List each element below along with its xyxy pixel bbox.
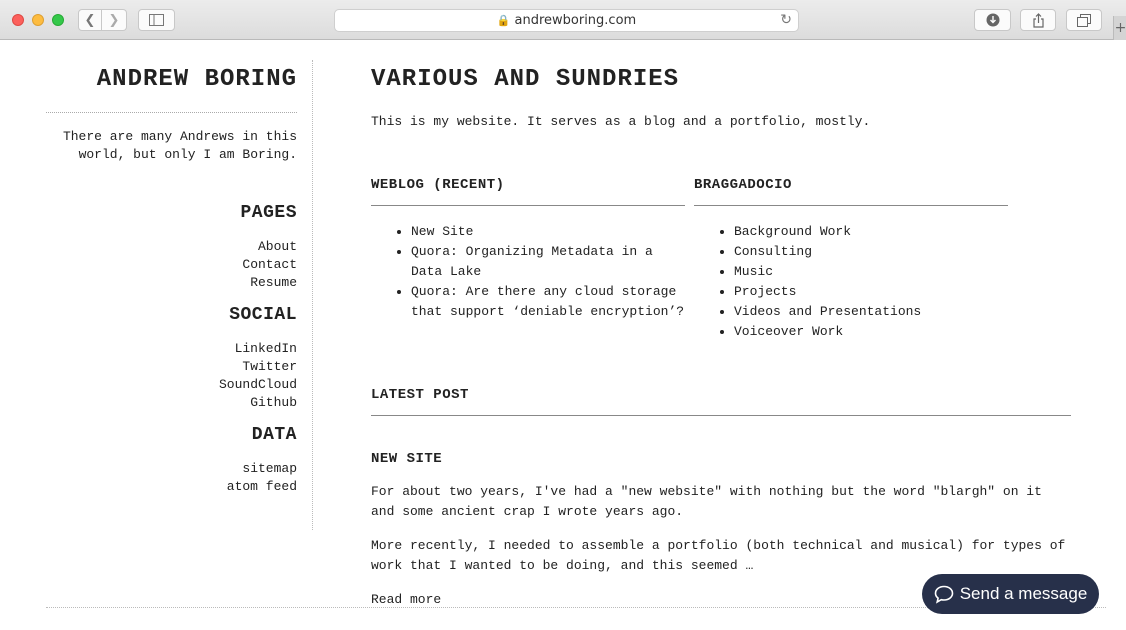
chevron-left-icon: ❮ — [84, 12, 96, 28]
weblog-link-encryption[interactable]: Quora: Are there any cloud storage that support ‘deniable encryption’? — [411, 284, 685, 319]
about-link[interactable]: About — [257, 239, 297, 254]
list-item — [734, 282, 1008, 302]
github-link[interactable]: Github — [250, 395, 297, 410]
consulting-link[interactable]: Consulting — [734, 244, 813, 259]
voiceover-work-link[interactable]: Voiceover Work — [734, 324, 844, 339]
sidebar-divider — [46, 112, 297, 113]
list-item — [46, 238, 297, 256]
list-item — [734, 242, 1008, 262]
list-item — [46, 460, 297, 478]
latest-post-divider — [371, 415, 1071, 416]
site-tagline — [46, 128, 297, 164]
list-item — [734, 222, 1008, 242]
social-heading: SOCIAL — [229, 305, 297, 325]
reload-icon[interactable]: ↻ — [780, 12, 792, 28]
close-window-button[interactable] — [12, 14, 24, 26]
videos-presentations-link[interactable]: Videos and Presentations — [734, 304, 922, 319]
list-item — [46, 256, 297, 274]
pages-heading: PAGES — [240, 203, 297, 223]
list-item — [411, 242, 685, 282]
lock-icon: 🔒 — [496, 14, 511, 27]
projects-link[interactable]: Projects — [734, 284, 797, 299]
braggadocio-column — [694, 176, 1008, 342]
list-item — [46, 358, 297, 376]
weblog-link-metadata[interactable]: Quora: Organizing Metadata in a Data Lake — [411, 244, 653, 279]
weblog-column — [371, 176, 685, 322]
weblog-heading: WEBLOG (RECENT) — [371, 177, 505, 193]
data-heading: DATA — [251, 425, 297, 445]
braggadocio-heading: BRAGGADOCIO — [694, 177, 792, 193]
back-button[interactable] — [78, 9, 102, 31]
chat-bubble-icon — [934, 585, 954, 604]
soundcloud-link[interactable]: SoundCloud — [218, 377, 297, 392]
address-bar[interactable] — [334, 9, 799, 32]
share-button[interactable] — [1020, 9, 1056, 31]
post-paragraph-1: For about two years, I've had a "new website" with nothing but the word "blargh" on it and some ancient crap I wrote years ago. — [371, 484, 1042, 519]
list-item — [46, 478, 297, 496]
latest-post-heading: LATEST POST — [371, 387, 469, 403]
list-item — [734, 262, 1008, 282]
braggadocio-divider — [694, 205, 1008, 206]
weblog-divider — [371, 205, 685, 206]
sidebar-separator — [312, 60, 313, 530]
page-title: VARIOUS AND SUNDRIES — [371, 66, 680, 93]
show-sidebar-button[interactable] — [138, 9, 175, 31]
list-item — [734, 322, 1008, 342]
tagline-line-2: world, but only I am Boring. — [78, 147, 297, 162]
list-item — [411, 222, 685, 242]
address-url: andrewboring.com — [514, 13, 637, 28]
post-title[interactable]: NEW SITE — [371, 451, 443, 467]
read-more-link[interactable]: Read more — [371, 592, 442, 607]
list-item — [46, 376, 297, 394]
contact-link[interactable]: Contact — [242, 257, 297, 272]
show-tabs-button[interactable] — [1066, 9, 1102, 31]
twitter-link[interactable]: Twitter — [242, 359, 297, 374]
resume-link[interactable]: Resume — [250, 275, 297, 290]
minimize-window-button[interactable] — [32, 14, 44, 26]
social-list — [46, 340, 297, 412]
linkedin-link[interactable]: LinkedIn — [234, 341, 297, 356]
zoom-window-button[interactable] — [52, 14, 64, 26]
list-item — [734, 302, 1008, 322]
intro-text: This is my website. It serves as a blog and a portfolio, mostly. — [371, 114, 871, 129]
new-tab-button[interactable] — [1113, 16, 1126, 40]
site-title[interactable]: ANDREW BORING — [96, 66, 297, 93]
downloads-button[interactable] — [974, 9, 1011, 31]
send-message-label: Send a message — [959, 584, 1088, 603]
list-item — [46, 340, 297, 358]
pages-list — [46, 238, 297, 292]
music-link[interactable]: Music — [734, 264, 774, 279]
tabs-icon — [1077, 14, 1091, 27]
weblog-list — [371, 222, 685, 322]
atom-feed-link[interactable]: atom feed — [226, 479, 297, 494]
share-icon — [1032, 13, 1045, 28]
forward-button[interactable] — [102, 9, 127, 31]
list-item — [411, 282, 685, 322]
post-paragraph-2: More recently, I needed to assemble a portfolio (both technical and musical) for types of work that I wanted to be doing, and this seemed … — [371, 538, 1066, 573]
sitemap-link[interactable]: sitemap — [242, 461, 297, 476]
list-item — [46, 274, 297, 292]
sidebar-icon — [149, 14, 164, 26]
braggadocio-list — [694, 222, 1008, 342]
tagline-line-1: There are many Andrews in this — [62, 129, 297, 144]
download-icon — [986, 13, 1000, 27]
data-list — [46, 460, 297, 496]
browser-toolbar — [0, 0, 1126, 40]
send-message-button[interactable] — [922, 574, 1099, 614]
plus-icon: + — [1114, 20, 1126, 36]
background-work-link[interactable]: Background Work — [734, 224, 852, 239]
list-item — [46, 394, 297, 412]
chevron-right-icon: ❯ — [108, 12, 120, 28]
weblog-link-new-site[interactable]: New Site — [411, 224, 474, 239]
site-sidebar — [46, 60, 297, 496]
